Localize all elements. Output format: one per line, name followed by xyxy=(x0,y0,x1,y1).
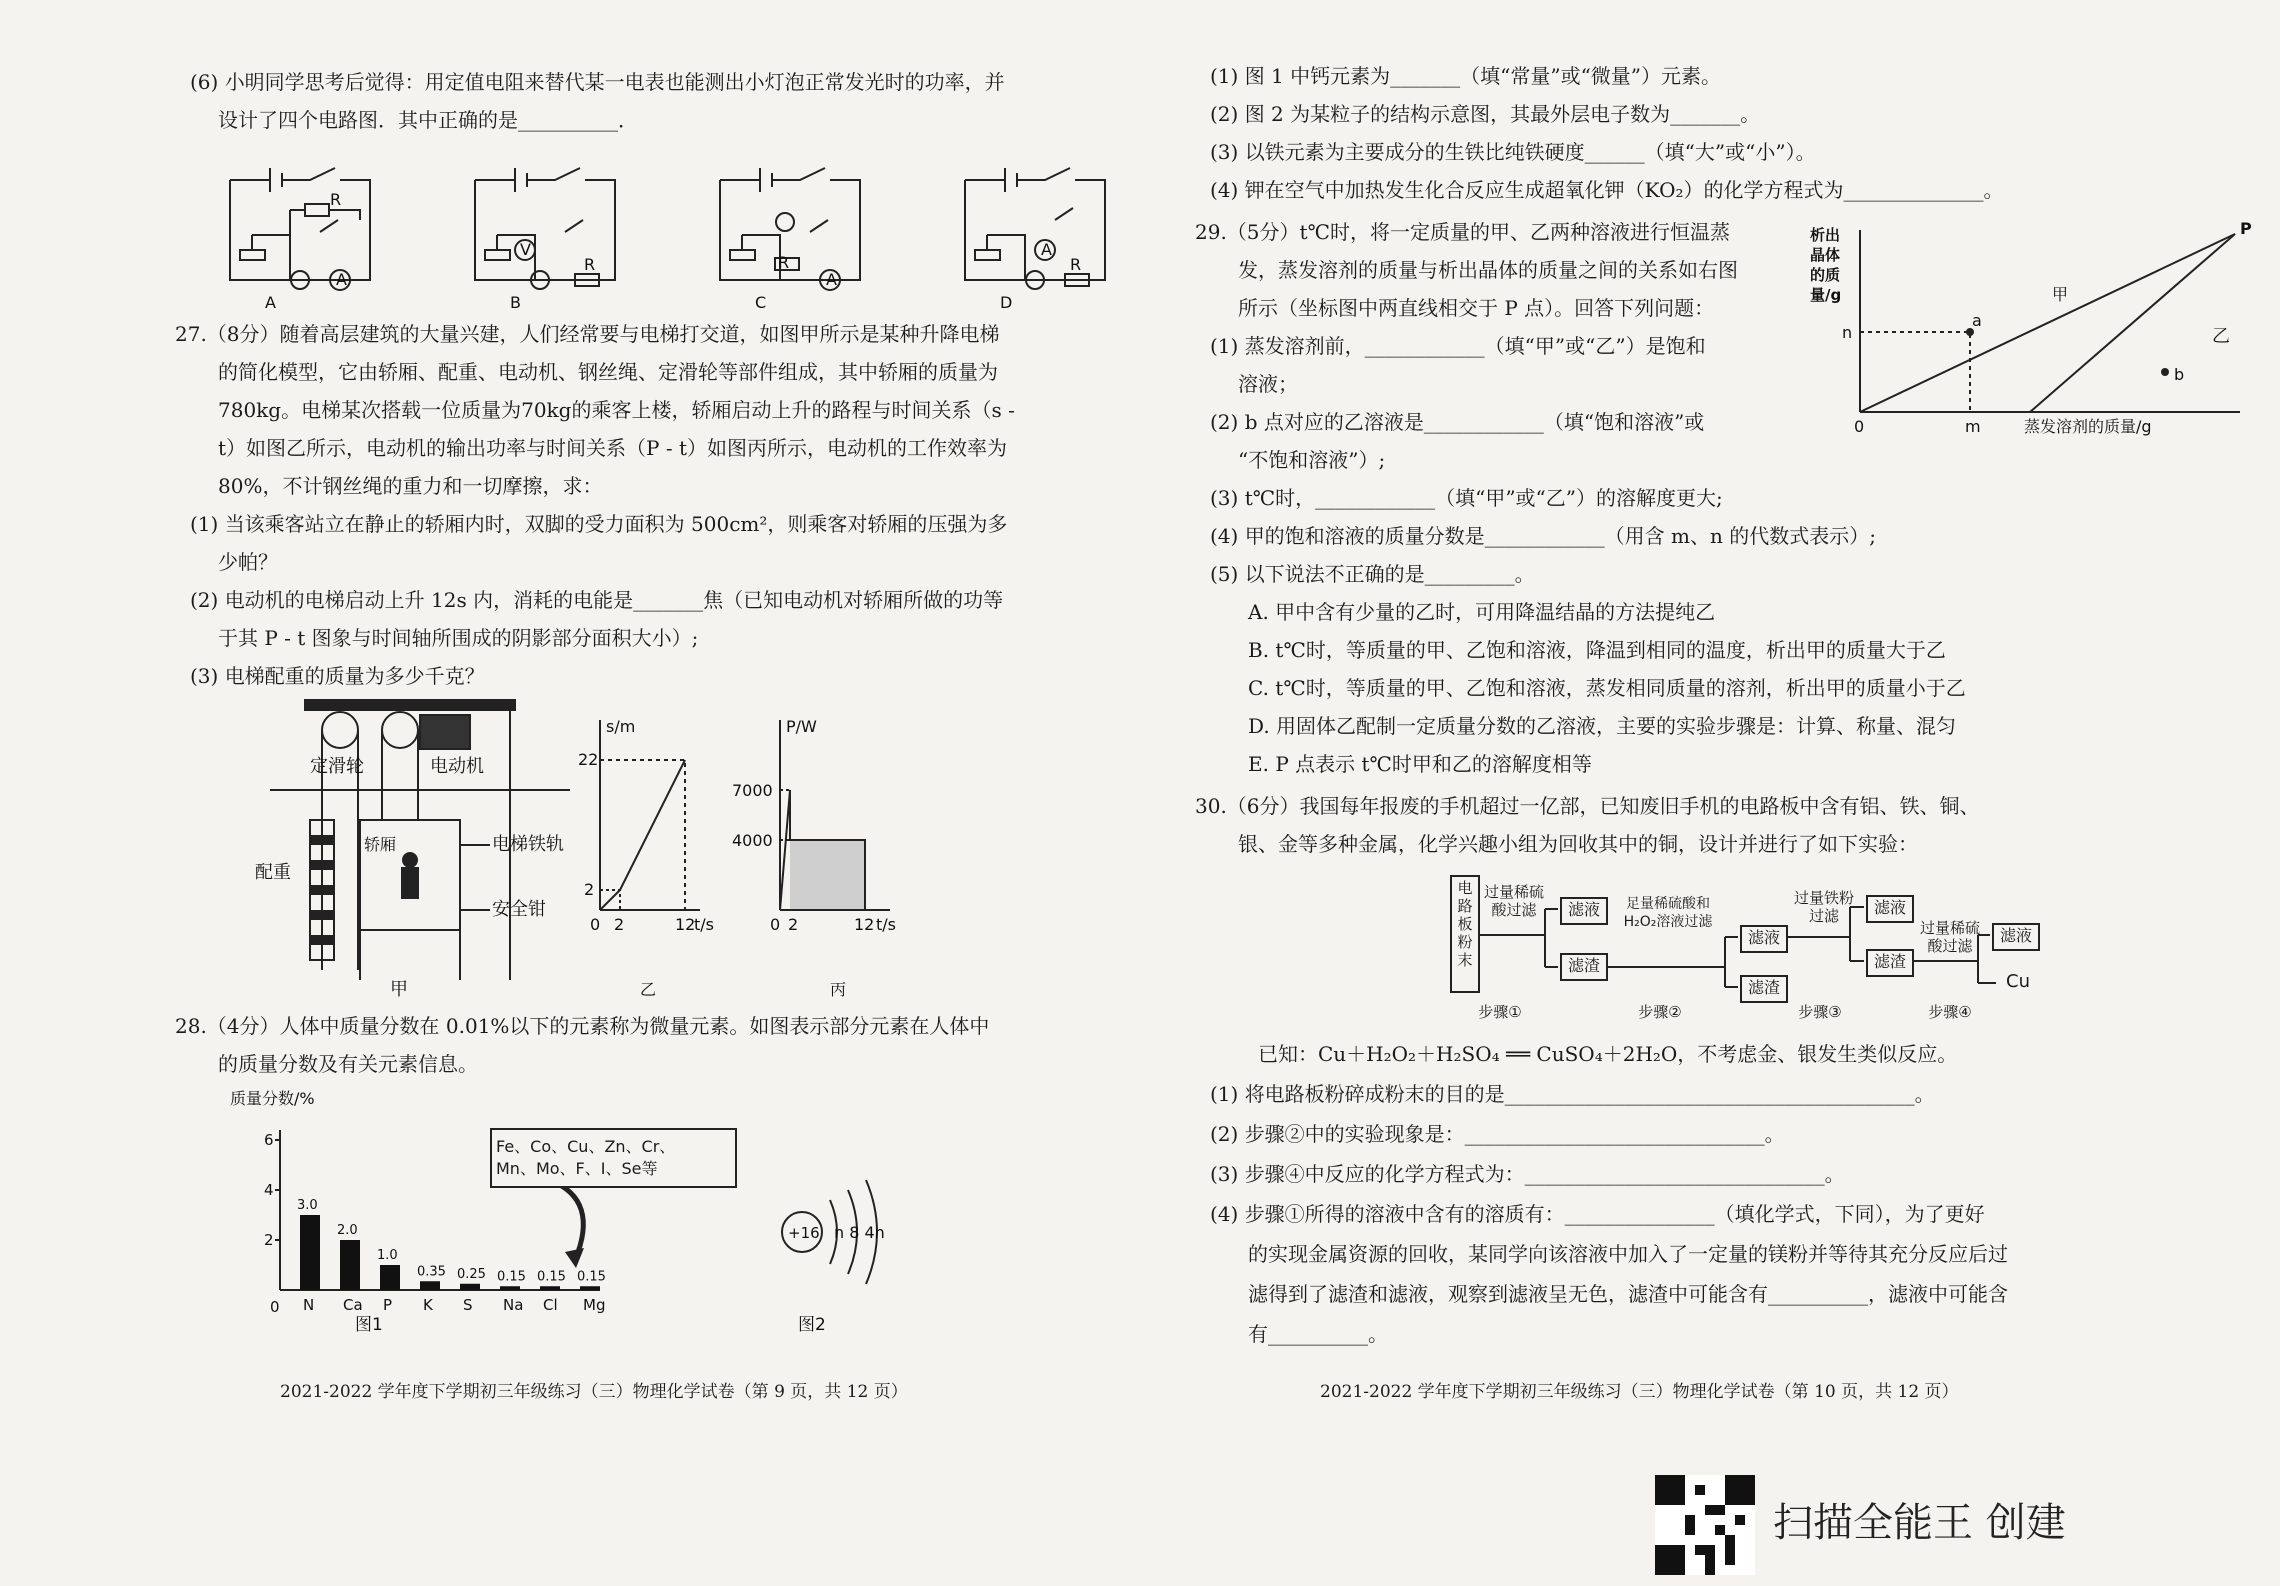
graph-ylabel-2: 晶体 xyxy=(1810,246,1841,264)
bar-P xyxy=(380,1265,400,1290)
bar-value-label: 0.15 xyxy=(537,1269,566,1285)
tick-m: m xyxy=(1965,417,1981,436)
chart-ytick: 0 xyxy=(270,1298,280,1316)
q29-line3: 所示（坐标图中两直线相交于 P 点）。回答下列问题： xyxy=(1238,296,1715,320)
q30-s3: (3) 步骤④中反应的化学方程式为：______________________________。 xyxy=(1210,1162,1845,1186)
bar-category-label: S xyxy=(463,1296,473,1314)
s-t-xtick-12: 12 xyxy=(675,915,696,934)
safety-label: 安全钳 xyxy=(492,899,546,920)
fig-bing-caption: 丙 xyxy=(830,980,847,999)
flow-step-label-3: 步骤③ xyxy=(1798,1003,1842,1021)
bar-category-label: Na xyxy=(503,1296,524,1314)
bar-value-label: 3.0 xyxy=(297,1198,318,1213)
q28-sub2: (2) 图 2 为某粒子的结构示意图，其最外层电子数为_______。 xyxy=(1210,102,1761,126)
q27-line3: 780kg。电梯某次搭载一位质量为70kg的乘客上楼，轿厢启动上升的路程与时间关系（s - xyxy=(218,398,1015,422)
p-t-graph xyxy=(732,717,910,1000)
bar-category-label: P xyxy=(383,1296,393,1314)
s-t-xlabel: t/s xyxy=(694,915,714,934)
q26-6-line1: (6) 小明同学思考后觉得：用定值电阻来替代某一电表也能测出小灯泡正常发光时的功率，并 xyxy=(190,70,1005,94)
p-t-xtick-0: 0 xyxy=(770,915,781,934)
motor-label: 电动机 xyxy=(430,756,484,777)
resistor-label-c: R xyxy=(778,253,790,272)
line-yi-label: 乙 xyxy=(2212,326,2230,347)
q29-line1: 29.（5分）t℃时，将一定质量的甲、乙两种溶液进行恒温蒸 xyxy=(1195,220,1730,244)
q28-sub4: (4) 钾在空气中加热发生化合反应生成超氧化钾（KO₂）的化学方程式为______________。 xyxy=(1210,178,2004,202)
q30-s1: (1) 将电路板粉碎成粉末的目的是_________________________________________。 xyxy=(1210,1082,1935,1106)
chart-ytick: 6 xyxy=(264,1131,274,1149)
q27-line4: t）如图乙所示，电动机的输出功率与时间关系（P - t）如图丙所示，电动机的工作效率为 xyxy=(218,436,1008,460)
q27-sub2a: (2) 电动机的电梯启动上升 12s 内，消耗的电能是_______焦（已知电动机对轿厢所做的功等 xyxy=(190,588,1004,612)
car-label: 轿厢 xyxy=(364,835,397,854)
q28-line2: 的质量分数及有关元素信息。 xyxy=(218,1052,478,1076)
q29-s3: (3) t℃时，____________（填“甲”或“乙”）的溶解度更大; xyxy=(1210,486,1723,510)
circuit-a xyxy=(230,168,370,290)
bar-Mg xyxy=(580,1286,600,1290)
flow-filtrate-4: 滤液 xyxy=(1992,923,2040,951)
fig-yi-caption: 乙 xyxy=(640,980,657,999)
flow-residue-1: 滤渣 xyxy=(1560,953,1608,981)
left-exam-page xyxy=(175,0,1260,1460)
ammeter-label-c: A xyxy=(826,270,837,289)
fig-jia-caption: 甲 xyxy=(390,979,408,1000)
circuit-caption-c: C xyxy=(755,293,767,312)
s-t-ytick-22: 22 xyxy=(578,750,599,769)
trace-element-box xyxy=(490,1128,737,1188)
bar-value-label: 0.25 xyxy=(457,1266,486,1282)
q29-option-a: A. 甲中含有少量的乙时，可用降温结晶的方法提纯乙 xyxy=(1248,600,1716,624)
q29-s1a: (1) 蒸发溶剂前，____________（填“甲”或“乙”）是饱和 xyxy=(1210,334,1706,358)
q29-option-d: D. 用固体乙配制一定质量分数的乙溶液，主要的实验步骤是：计算、称量、混匀 xyxy=(1248,714,1957,738)
flow-step1-reagent: 过量稀硫酸过滤 xyxy=(1484,883,1545,919)
resistor-label-b: R xyxy=(584,255,596,274)
fig1-caption: 图1 xyxy=(355,1315,383,1335)
bar-category-label: Cl xyxy=(543,1296,558,1314)
p-t-xtick-12: 12 xyxy=(854,915,875,934)
q29-option-b: B. t℃时，等质量的甲、乙饱和溶液，降温到相同的温度，析出甲的质量大于乙 xyxy=(1248,638,1946,662)
q26-6-line2: 设计了四个电路图．其中正确的是__________． xyxy=(218,108,638,132)
graph-ylabel-4: 量/g xyxy=(1810,286,1842,304)
bar-S xyxy=(460,1284,480,1290)
flow-step-label-1: 步骤① xyxy=(1478,1003,1522,1021)
q30-known-reaction: 已知：Cu＋H₂O₂＋H₂SO₄ ══ CuSO₄＋2H₂O，不考虑金、银发生类似反应。 xyxy=(1258,1042,1958,1066)
pulley-label: 定滑轮 xyxy=(310,756,364,777)
fig2-caption: 图2 xyxy=(798,1315,826,1335)
flow-step-label-4: 步骤④ xyxy=(1928,1003,1972,1021)
right-footer: 2021-2022 学年度下学期初三年级练习（三）物理化学试卷（第 10 页，共 12 页） xyxy=(1320,1382,1959,1402)
flow-step-label-2: 步骤② xyxy=(1638,1003,1682,1021)
graph-ylabel-3: 的质 xyxy=(1810,266,1841,284)
q29-option-c: C. t℃时，等质量的甲、乙饱和溶液，蒸发相同质量的溶剂，析出甲的质量小于乙 xyxy=(1248,676,1966,700)
point-b: b xyxy=(2174,365,2185,384)
circuit-diagrams xyxy=(210,160,1210,310)
circuit-caption-a: A xyxy=(265,293,276,312)
flow-product-cu: Cu xyxy=(2006,971,2030,992)
bar-value-label: 0.15 xyxy=(497,1269,526,1285)
flow-step2-reagent: 足量稀硫酸和H₂O₂溶液过滤 xyxy=(1623,896,1713,930)
qr-code-icon xyxy=(1655,1475,1755,1575)
p-t-xtick-2: 2 xyxy=(788,915,799,934)
bar-N xyxy=(300,1215,320,1290)
q27-line5: 80%，不计钢丝绳的重力和一切摩擦，求： xyxy=(218,474,603,498)
q27-line1: 27.（8分）随着高层建筑的大量兴建，人们经常要与电梯打交道，如图甲所示是某种升降电梯 xyxy=(175,322,1000,346)
s-t-xtick-2: 2 xyxy=(614,915,625,934)
flow-step3-reagent: 过量铁粉过滤 xyxy=(1794,889,1855,925)
bar-K xyxy=(420,1281,440,1290)
p-t-ytick-7000: 7000 xyxy=(732,781,773,800)
q29-s2b: “不饱和溶液”）; xyxy=(1238,448,1386,472)
bar-value-label: 2.0 xyxy=(337,1223,358,1238)
q29-line2: 发，蒸发溶剂的质量与析出晶体的质量之间的关系如右图 xyxy=(1238,258,1738,282)
q28-sub3: (3) 以铁元素为主要成分的生铁比纯铁硬度______（填“大”或“小”）。 xyxy=(1210,140,1816,164)
resistor-label-d: R xyxy=(1070,255,1082,274)
bar-Na xyxy=(500,1286,520,1290)
counterweight-label: 配重 xyxy=(255,862,291,883)
elevator-figure xyxy=(255,700,580,1000)
q29-option-e: E. P 点表示 t℃时甲和乙的溶解度相等 xyxy=(1248,752,1592,776)
trace-box-line1: Fe、Co、Cu、Zn、Cr、 xyxy=(496,1137,676,1156)
graph-ylabel-1: 析出 xyxy=(1810,226,1841,244)
flow-residue-2: 滤渣 xyxy=(1740,975,1788,1003)
q27-sub1a: (1) 当该乘客站立在静止的轿厢内时，双脚的受力面积为 500cm²，则乘客对轿厢的压强为多 xyxy=(190,512,1008,536)
q30-s2: (2) 步骤②中的实验现象是：______________________________。 xyxy=(1210,1122,1785,1146)
electron-shells: n 8 4n xyxy=(834,1223,885,1242)
bar-category-label: N xyxy=(303,1296,315,1314)
recovery-flowchart xyxy=(1450,875,2270,1025)
circuit-caption-b: B xyxy=(510,293,521,312)
q29-s4: (4) 甲的饱和溶液的质量分数是____________（用含 m、n 的代数式表示）; xyxy=(1210,524,1876,548)
chart-ylabel: 质量分数/% xyxy=(230,1089,315,1108)
chart-ytick: 4 xyxy=(264,1181,274,1199)
flow-step4-reagent: 过量稀硫酸过滤 xyxy=(1920,919,1981,955)
bar-Cl xyxy=(540,1286,560,1290)
q30-s4c: 滤得到了滤渣和滤液，观察到滤液呈无色，滤渣中可能含有__________，滤液中可能含 xyxy=(1248,1282,2008,1306)
q30-s4d: 有__________。 xyxy=(1248,1322,1388,1346)
q27-sub3: (3) 电梯配重的质量为多少千克？ xyxy=(190,664,485,688)
atom-structure-diagram xyxy=(780,1180,920,1340)
q28-sub1: (1) 图 1 中钙元素为_______（填“常量”或“微量”）元素。 xyxy=(1210,64,1722,88)
circuit-d xyxy=(965,168,1105,289)
evaporation-graph xyxy=(1810,219,2270,442)
q30-line1: 30.（6分）我国每年报废的手机超过一亿部，已知废旧手机的电路板中含有铝、铁、铜、 xyxy=(1195,794,1980,818)
q27-line2: 的简化模型，它由轿厢、配重、电动机、钢丝绳、定滑轮等部件组成，其中轿厢的质量为 xyxy=(218,360,998,384)
q30-s4b: 的实现金属资源的回收，某同学向该溶液中加入了一定量的镁粉并等待其充分反应后过 xyxy=(1248,1242,2008,1266)
s-t-xtick-0: 0 xyxy=(590,915,601,934)
q29-s2a: (2) b 点对应的乙溶液是____________（填“饱和溶液”或 xyxy=(1210,410,1705,434)
p-t-ytick-4000: 4000 xyxy=(732,831,773,850)
voltmeter-label-b: V xyxy=(520,240,531,259)
trace-box-line2: Mn、Mo、F、I、Se等 xyxy=(496,1159,658,1178)
watermark-text: 扫描全能王 创建 xyxy=(1773,1500,2066,1546)
s-t-graph xyxy=(578,717,714,1000)
left-footer: 2021-2022 学年度下学期初三年级练习（三）物理化学试卷（第 9 页，共 12 页） xyxy=(280,1382,908,1402)
nucleus-charge: +16 xyxy=(788,1224,820,1242)
q27-sub1b: 少帕？ xyxy=(218,550,278,574)
q29-s5: (5) 以下说法不正确的是_________。 xyxy=(1210,562,1535,586)
ammeter-label-d: A xyxy=(1041,240,1052,259)
s-t-ytick-2: 2 xyxy=(584,880,595,899)
right-exam-page xyxy=(1195,0,2280,1460)
flow-residue-3: 滤渣 xyxy=(1866,949,1914,977)
circuit-c xyxy=(720,168,860,290)
circuit-caption-d: D xyxy=(1000,293,1013,312)
q30-line2: 银、金等多种金属，化学兴趣小组为回收其中的铜，设计并进行了如下实验： xyxy=(1238,832,1918,856)
flow-filtrate-1: 滤液 xyxy=(1560,897,1608,925)
tick-n: n xyxy=(1842,323,1853,342)
bar-value-label: 0.15 xyxy=(577,1269,606,1285)
graph-origin: 0 xyxy=(1854,417,1865,436)
s-t-ylabel: s/m xyxy=(606,717,636,736)
flowchart-connectors xyxy=(1450,875,2270,1025)
p-t-ylabel: P/W xyxy=(786,717,817,736)
q27-sub2b: 于其 P - t 图象与时间轴所围成的阴影部分面积大小）; xyxy=(218,626,699,650)
bar-category-label: Mg xyxy=(583,1296,606,1314)
flow-filtrate-3: 滤液 xyxy=(1866,895,1914,923)
bar-category-label: Ca xyxy=(343,1296,363,1314)
graph-xlabel: 蒸发溶剂的质量/g xyxy=(2024,417,2152,436)
ammeter-label-a: A xyxy=(336,270,347,289)
flow-start-box: 电路板粉末 xyxy=(1450,875,1480,993)
bar-Ca xyxy=(340,1240,360,1290)
q29-s1b: 溶液； xyxy=(1238,372,1298,396)
point-p: P xyxy=(2240,219,2252,238)
point-a: a xyxy=(1972,311,1982,330)
p-t-xlabel: t/s xyxy=(876,915,896,934)
line-jia-label: 甲 xyxy=(2052,285,2069,304)
bar-category-label: K xyxy=(423,1296,433,1314)
bar-value-label: 0.35 xyxy=(417,1264,446,1280)
q28-line1: 28.（4分）人体中质量分数在 0.01%以下的元素称为微量元素。如图表示部分元素在人体中 xyxy=(175,1014,990,1038)
flow-filtrate-2: 滤液 xyxy=(1740,925,1788,953)
bar-value-label: 1.0 xyxy=(377,1248,398,1263)
resistor-label-a: R xyxy=(330,190,342,209)
rail-label: 电梯铁轨 xyxy=(492,834,564,855)
q30-s4a: (4) 步骤①所得的溶液中含有的溶质有：_______________（填化学式，下同），为了更好 xyxy=(1210,1202,1985,1226)
chart-ytick: 2 xyxy=(264,1231,274,1249)
camscanner-watermark xyxy=(1655,1470,2215,1580)
